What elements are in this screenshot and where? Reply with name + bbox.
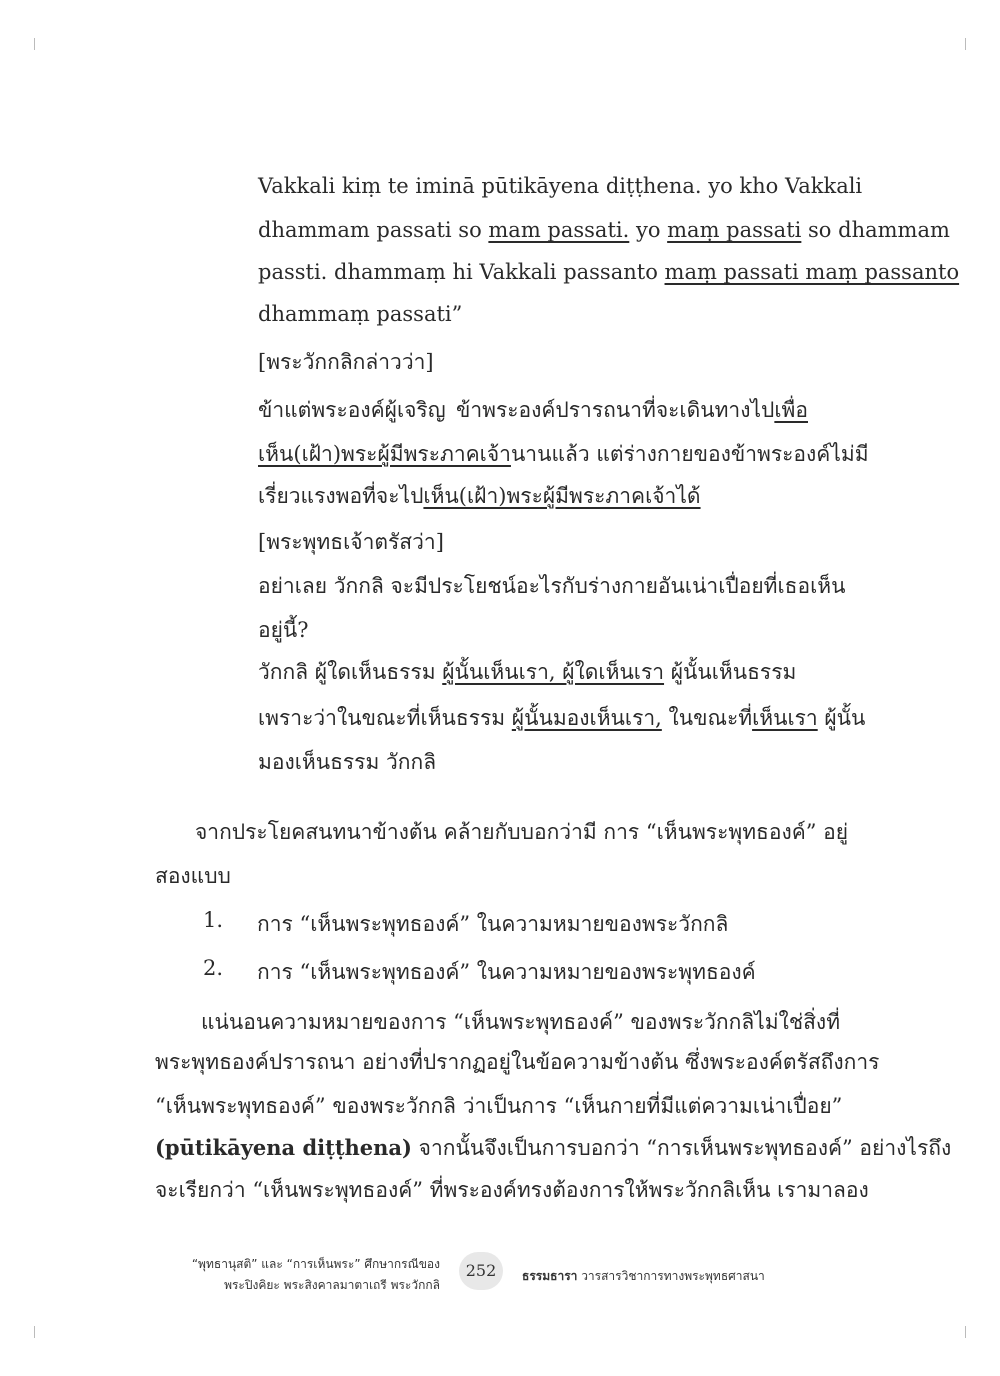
para2-line-1: แน่นอนความหมายของการ “เห็นพระพุทธองค์” ของพระวักกลิไม่ใช่สิ่งที่ [201,1010,841,1034]
para2-line-5: จะเรียกว่า “เห็นพระพุทธองค์” ที่พระองค์ทรงต้องการให้พระวักกลิเห็น เรามาลอง [155,1178,869,1202]
crop-mark-top-right [953,38,966,50]
thai-line-1: ข้าแต่พระองค์ผู้เจริญ ข้าพระองค์ปรารถนาที่จะเดินทางไปเพื่อ [258,398,808,422]
crop-mark-bottom-left [34,1326,47,1338]
para2-line-3: “เห็นพระพุทธองค์” ของพระวักกลิ ว่าเป็นการ “เห็นกายที่มีแต่ความเน่าเปื่อย” [155,1094,843,1118]
pali-line-3: passti. dhammaṃ hi Vakkali passanto maṃ passati maṃ passanto [258,260,960,284]
thai-line-8: มองเห็นธรรม วักกลิ [258,750,437,774]
list-item-1: การ “เห็นพระพุทธองค์” ในความหมายของพระวักกลิ [257,912,729,936]
pali-line-1: Vakkali kiṃ te iminā pūtikāyena diṭṭhena. yo kho Vakkali [258,174,863,198]
page-number: 252 [459,1252,503,1290]
list-item-2: การ “เห็นพระพุทธองค์” ในความหมายของพระพุทธองค์ [257,960,756,984]
footer-title-line-2: พระปิงคิยะ พระสิงคาลมาตาเถรี พระวักกลิ [224,1278,440,1292]
thai-line-4: อย่าเลย วักกลิ จะมีประโยชน์อะไรกับร่างกายอันเน่าเปื่อยที่เธอเห็น [258,574,846,598]
thai-line-2: เห็น(เฝ้า)พระผู้มีพระภาคเจ้านานแล้ว แต่ร่างกายของข้าพระองค์ไม่มี [258,442,869,466]
para2-line-2: พระพุทธองค์ปรารถนา อย่างที่ปรากฏอยู่ในข้อความข้างต้น ซึ่งพระองค์ตรัสถึงการ [155,1050,880,1074]
thai-line-6: วักกลิ ผู้ใดเห็นธรรม ผู้นั้นเห็นเรา, ผู้ใดเห็นเรา ผู้นั้นเห็นธรรม [258,660,797,684]
crop-mark-top-left [34,38,47,50]
list-number-2: 2. [203,956,224,980]
thai-line-7: เพราะว่าในขณะที่เห็นธรรม ผู้นั้นมองเห็นเรา, ในขณะที่เห็นเรา ผู้นั้น [258,706,866,730]
footer-title-line-1: “พุทธานุสติ” และ “การเห็นพระ” ศึกษากรณีของ [191,1257,440,1271]
footer-journal: ธรรมธารา วารสารวิชาการทางพระพุทธศาสนา [522,1269,765,1283]
para1-line-1: จากประโยคสนทนาข้างต้น คล้ายกับบอกว่ามี การ “เห็นพระพุทธองค์” อยู่ [195,820,849,844]
para2-line-4: (pūtikāyena diṭṭhena) จากนั้นจึงเป็นการบอกว่า “การเห็นพระพุทธองค์” อย่างไรถึง [155,1135,952,1160]
speaker-vakkali: [พระวักกลิกล่าวว่า] [258,350,434,374]
page-footer [0,1250,1000,1300]
pali-line-2: dhammam passati so mam passati. yo maṃ passati so dhammam [258,218,950,242]
footer-article-title [192,1254,440,1296]
thai-line-3: เรี่ยวแรงพอที่จะไปเห็น(เฝ้า)พระผู้มีพระภาคเจ้าได้ [258,484,701,508]
pali-line-4: dhammaṃ passati” [258,302,463,326]
list-number-1: 1. [203,908,224,932]
crop-mark-bottom-right [953,1326,966,1338]
thai-line-5: อยู่นี้? [258,618,309,642]
speaker-buddha: [พระพุทธเจ้าตรัสว่า] [258,530,444,554]
para1-line-2: สองแบบ [155,864,231,888]
